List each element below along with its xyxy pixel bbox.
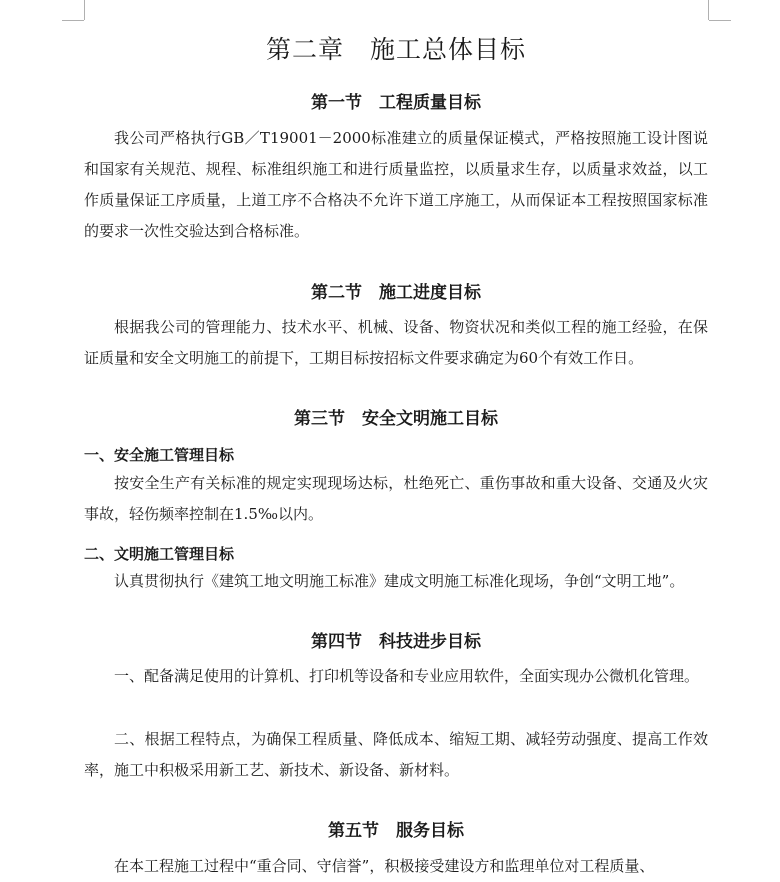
section-title: 第四节 科技进步目标	[311, 632, 481, 652]
section-title: 第二节 施工进度目标	[311, 283, 481, 303]
paragraph: 一、配备满足使用的计算机、打印机等设备和专业应用软件，全面实现办公微机化管理。	[114, 667, 700, 685]
paragraph: 按安全生产有关标准的规定实现现场达标，杜绝死亡、重伤事故和重大设备、交通及火灾事故，轻伤频率控制在1.5‰以内。	[84, 474, 708, 523]
crop-mark-top-left	[62, 20, 84, 21]
section-title: 第三节 安全文明施工目标	[294, 409, 498, 429]
paragraph: 我公司严格执行GB／T19001－2000标准建立的质量保证模式，严格按照施工设计图说和国家有关规范、规程、标准组织施工和进行质量监控，以质量求生存，以质量求效益，以工作质量保证工序质量，上道工序不合格决不允许下道工序施工，从而保证本工程按照国家标准的要求一次性交验达到合格标准。	[84, 129, 708, 240]
section-title: 第一节 工程质量目标	[311, 93, 481, 113]
chapter-title: 第二章 施工总体目标	[265, 35, 526, 64]
paragraph: 二、根据工程特点，为确保工程质量、降低成本、缩短工期、减轻劳动强度、提高工作效率，施工中积极采用新工艺、新技术、新设备、新材料。	[84, 730, 708, 779]
paragraph: 认真贯彻执行《建筑工地文明施工标准》建成文明施工标准化现场，争创“文明工地”。	[114, 572, 685, 590]
crop-mark-top-right	[708, 0, 709, 20]
paragraph: 根据我公司的管理能力、技术水平、机械、设备、物资状况和类似工程的施工经验，在保证质量和安全文明施工的前提下，工期目标按招标文件要求确定为60个有效工作日。	[84, 318, 708, 367]
subsection-heading: 一、安全施工管理目标	[84, 446, 235, 464]
subsection-heading: 二、文明施工管理目标	[84, 545, 235, 563]
section-title: 第五节 服务目标	[328, 821, 464, 841]
crop-mark-top-right	[709, 20, 731, 21]
crop-mark-top-left	[84, 0, 85, 20]
paragraph: 在本工程施工过程中“重合同、守信誉”，积极接受建设方和监理单位对工程质量、	[114, 857, 655, 875]
